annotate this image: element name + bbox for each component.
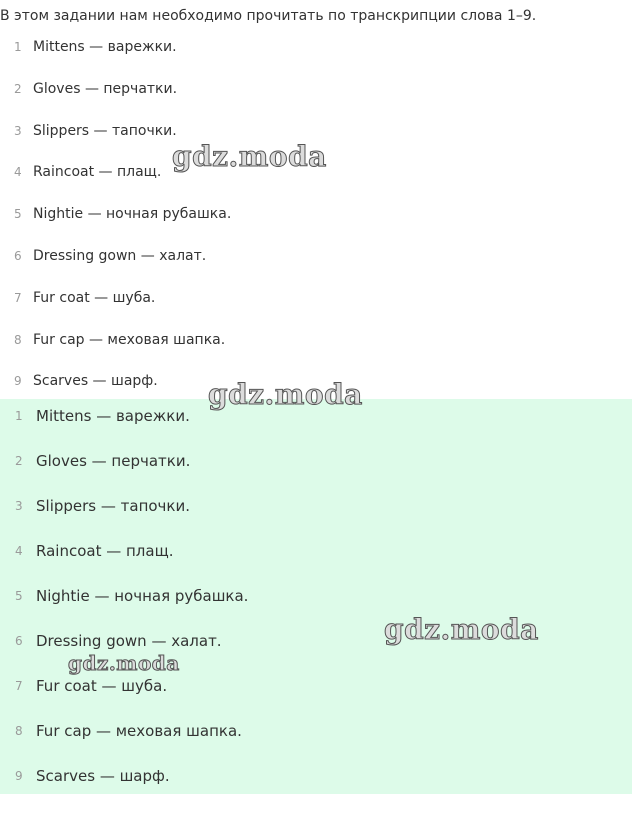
item-number: 5 (15, 589, 23, 603)
item-text: Raincoat — плащ. (36, 542, 174, 560)
list-item (0, 72, 632, 114)
item-number: 6 (14, 248, 22, 263)
item-number: 1 (14, 40, 22, 54)
item-text: Scarves — шарф. (33, 373, 158, 390)
item-number: 4 (14, 165, 22, 180)
item-text: Mittens — варежки. (33, 39, 177, 55)
word-list-bottom (0, 399, 632, 804)
item-text: Mittens — варежки. (36, 407, 190, 425)
list-item (0, 534, 632, 579)
item-text: Nightie — ночная рубашка. (36, 587, 249, 605)
item-number: 4 (15, 544, 23, 558)
item-number: 9 (15, 769, 23, 783)
item-text: Dressing gown — халат. (33, 247, 207, 264)
item-text: Slippers — тапочки. (36, 497, 190, 515)
item-text: Fur cap — меховая шапка. (36, 722, 242, 740)
highlighted-answer-panel (0, 399, 632, 794)
list-item (0, 30, 632, 72)
item-text: Raincoat — плащ. (33, 164, 162, 181)
list-item (0, 669, 632, 714)
list-item (0, 239, 632, 281)
item-text: Slippers — тапочки. (33, 122, 177, 139)
watermark-logo: gdz.moda (208, 378, 363, 411)
list-item (0, 323, 632, 365)
item-number: 9 (14, 374, 22, 389)
item-text: Fur cap — меховая шапка. (33, 331, 226, 348)
item-number: 7 (15, 679, 23, 693)
list-item (0, 444, 632, 489)
watermark-logo: gdz.moda (384, 613, 539, 646)
item-number: 6 (15, 634, 23, 648)
item-text: Nightie — ночная рубашка. (33, 206, 232, 223)
word-list-top (0, 30, 632, 406)
item-number: 5 (14, 207, 22, 222)
item-text: Fur coat — шуба. (33, 289, 156, 306)
list-item (0, 759, 632, 804)
list-item (0, 197, 632, 239)
item-text: Gloves — перчатки. (33, 80, 178, 97)
watermark-logo: gdz.moda (68, 651, 180, 675)
item-text: Scarves — шарф. (36, 767, 170, 785)
item-text: Gloves — перчатки. (36, 452, 191, 470)
item-text: Fur coat — шуба. (36, 677, 168, 695)
item-number: 8 (14, 332, 22, 347)
list-item (0, 281, 632, 323)
list-item (0, 489, 632, 534)
item-number: 3 (15, 499, 23, 513)
task-intro: В этом задании нам необходимо прочитать по транскрипции слова 1–9. (0, 8, 537, 24)
item-number: 7 (14, 290, 22, 305)
item-number: 3 (14, 123, 22, 138)
item-number: 2 (15, 454, 23, 468)
item-number: 2 (14, 81, 22, 96)
item-text: Dressing gown — халат. (36, 632, 222, 650)
item-number: 1 (15, 409, 23, 423)
list-item (0, 714, 632, 759)
item-number: 8 (15, 724, 23, 738)
watermark-logo: gdz.moda (172, 140, 327, 173)
